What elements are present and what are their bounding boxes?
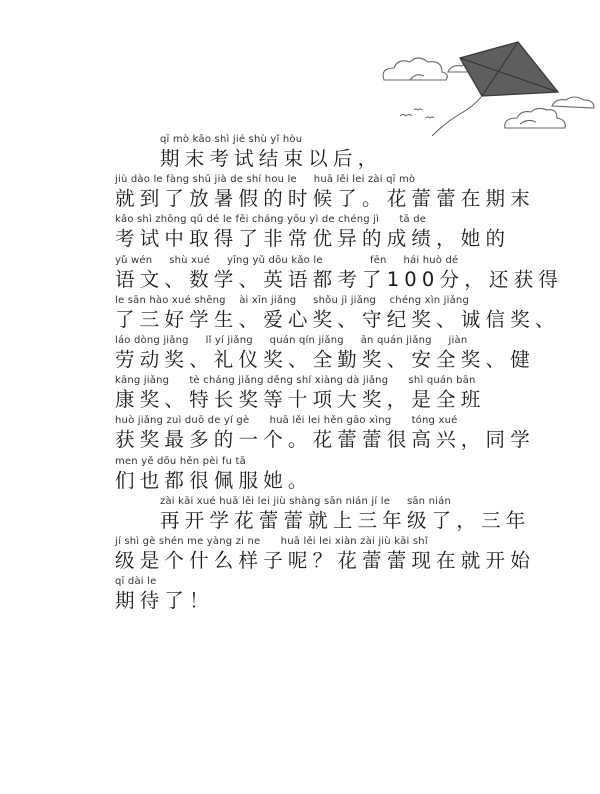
bird-icon bbox=[400, 109, 434, 118]
hanzi-line: 级是个什么样子呢？花蕾蕾现在就开始 bbox=[115, 548, 535, 572]
text-line bbox=[115, 413, 535, 453]
text-line bbox=[115, 373, 505, 413]
pinyin-line: zài kāi xué huā lěi lei jiù shàng sān nián jí le sān nián bbox=[160, 495, 451, 507]
kite-icon bbox=[432, 42, 558, 136]
hanzi-line: 劳动奖、礼仪奖、全勤奖、安全奖、健 bbox=[115, 347, 535, 371]
hanzi-line: 就到了放暑假的时候了。花蕾蕾在期末 bbox=[115, 187, 535, 211]
pinyin-line: láo dòng jiǎng lǐ yí jiǎng quán qín jiǎng ān quán jiǎng jiàn bbox=[115, 334, 468, 346]
hanzi-line: 考试中取得了非常优异的成绩，她的 bbox=[115, 227, 511, 251]
pinyin-line: kāng jiǎng tè cháng jiǎng děng shí xiàng dà jiǎng shì quán bān bbox=[115, 375, 476, 387]
hanzi-line: 们也都很佩服她。 bbox=[115, 468, 313, 492]
hanzi-line: 期末考试结束以后， bbox=[160, 147, 383, 170]
story-text bbox=[115, 132, 564, 614]
hanzi-line: 再开学花蕾蕾就上三年级了，三年 bbox=[160, 508, 531, 532]
hanzi-line: 语文、数学、英语都考了100分，还获得 bbox=[115, 267, 564, 291]
text-line bbox=[115, 494, 531, 534]
hanzi-line: 获奖最多的一个。花蕾蕾很高兴，同学 bbox=[115, 428, 535, 452]
text-line bbox=[115, 132, 505, 172]
pinyin-line: jiù dào le fàng shǔ jià de shí hou le huā lěi lei zài qī mò bbox=[115, 174, 416, 186]
kite-clouds-illustration bbox=[370, 28, 600, 143]
text-line bbox=[115, 172, 535, 212]
pinyin-line: qī mò kǎo shì jié shù yǐ hòu bbox=[160, 134, 303, 145]
text-line bbox=[115, 253, 564, 293]
pinyin-line: kǎo shì zhōng qǔ dé le fēi cháng yōu yì de chéng jì tā de bbox=[115, 214, 427, 226]
text-line bbox=[115, 534, 535, 574]
hanzi-line: 康奖、特长奖等十项大奖，是全班 bbox=[115, 388, 486, 412]
pinyin-line: huò jiǎng zuì duō de yí gè huā lěi lei hěn gāo xìng tóng xué bbox=[115, 415, 458, 427]
text-line bbox=[115, 293, 560, 333]
text-line bbox=[115, 333, 535, 373]
pinyin-line: qī dài le bbox=[115, 576, 157, 588]
pinyin-line: yǔ wén shù xué yīng yǔ dōu kǎo le fēn hái huò dé bbox=[115, 254, 459, 266]
text-line bbox=[115, 212, 511, 252]
hanzi-line: 了三好学生、爱心奖、守纪奖、诚信奖、 bbox=[115, 307, 560, 331]
pinyin-line: le sān hào xué shēng ài xīn jiǎng shǒu jì jiǎng chéng xìn jiǎng bbox=[115, 294, 470, 306]
pinyin-line: jí shì gè shén me yàng zi ne huā lěi lei xiàn zài jiù kāi shǐ bbox=[115, 535, 428, 547]
text-line bbox=[115, 454, 505, 494]
hanzi-line: 期待了！ bbox=[115, 589, 214, 613]
text-line bbox=[115, 574, 505, 614]
pinyin-line: men yě dōu hěn pèi fu tā bbox=[115, 455, 246, 467]
